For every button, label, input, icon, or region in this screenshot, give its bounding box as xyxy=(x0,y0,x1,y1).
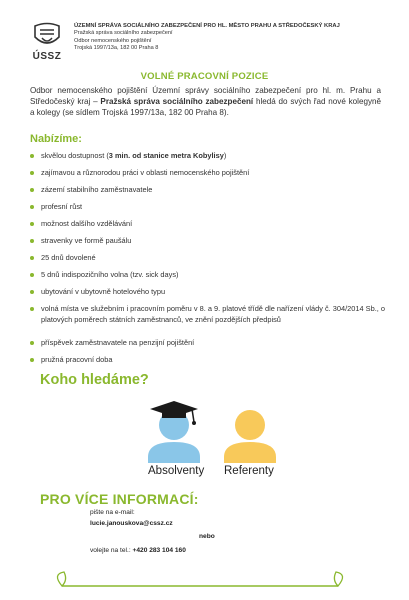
bullet-icon xyxy=(30,341,34,345)
bullet-icon xyxy=(30,205,34,209)
list-item: pružná pracovní doba xyxy=(30,354,385,371)
who-heading: Koho hledáme? xyxy=(40,372,149,388)
phone-number[interactable]: +420 283 104 160 xyxy=(132,547,186,554)
graduate-figure xyxy=(140,395,210,468)
footer-ornament xyxy=(50,570,350,594)
org-info xyxy=(74,23,340,53)
list-item: 5 dnů indispozičního volna (tzv. sick days) xyxy=(30,269,385,286)
graduate-person-icon xyxy=(140,395,210,463)
list-item: volná místa ve služebním i pracovním poměru v 8. a 9. platové třídě dle nařízení vlády č. 304/2014 Sb., o platových poměrech státních zaměstnanců, ve znění pozdějších předpisů xyxy=(30,303,385,337)
bullet-icon xyxy=(30,239,34,243)
bullet-icon xyxy=(30,273,34,277)
bullet-icon xyxy=(30,290,34,294)
list-item: stravenky ve formě paušálu xyxy=(30,235,385,252)
bullet-icon xyxy=(30,222,34,226)
person-icon xyxy=(214,395,284,463)
bullet-icon xyxy=(30,188,34,192)
bullet-icon xyxy=(30,358,34,362)
org-subname: Pražská správa sociálního zabezpečení xyxy=(74,30,173,37)
email-label: pište na e-mail: xyxy=(90,509,135,516)
list-item: příspěvek zaměstnavatele na penzijní pojištění xyxy=(30,337,385,354)
list-item: ubytování v ubytovně hotelového typu xyxy=(30,286,385,303)
bullet-icon xyxy=(30,171,34,175)
offer-heading: Nabízíme: xyxy=(30,133,82,145)
graduate-label: Absolventy xyxy=(148,465,205,477)
bullet-icon xyxy=(30,256,34,260)
intro-text-1: Odbor nemocenského pojištění Územní správy sociálního zabezpečení pro hl. m. Prahu a Středočeský kraj – xyxy=(30,86,381,107)
clerk-figure xyxy=(214,395,284,468)
list-item: 25 dnů dovolené xyxy=(30,252,385,269)
letterhead xyxy=(30,22,390,62)
intro-paragraph xyxy=(30,85,381,119)
org-department: Odbor nemocenského pojištění xyxy=(74,37,152,44)
bullet-icon xyxy=(30,307,34,311)
page-title: VOLNÉ PRACOVNÍ POZICE xyxy=(140,71,269,82)
email-link[interactable]: lucie.janouskova@cssz.cz xyxy=(90,520,173,527)
list-item: zázemí stabilního zaměstnavatele xyxy=(30,184,385,201)
list-item: možnost dalšího vzdělávání xyxy=(30,218,385,235)
intro-bold: Pražská správa sociálního zabezpečení xyxy=(100,97,254,107)
org-address: Trojská 1997/13a, 182 00 Praha 8 xyxy=(74,45,159,52)
ussz-emblem-icon xyxy=(30,22,64,50)
bullet-icon xyxy=(30,154,34,158)
ussz-logo xyxy=(30,22,64,62)
clerk-label: Referenty xyxy=(224,465,274,477)
phone-label: volejte na tel.: xyxy=(90,547,131,554)
more-info-heading: PRO VÍCE INFORMACÍ: xyxy=(40,491,199,507)
offer-list xyxy=(30,150,385,371)
list-item: profesní růst xyxy=(30,201,385,218)
org-name: ÚZEMNÍ SPRÁVA SOCIÁLNÍHO ZABEZPEČENÍ PRO HL. MĚSTO PRAHU A STŘEDOČESKÝ KRAJ xyxy=(74,23,340,29)
phone-line xyxy=(90,547,186,554)
list-item: zajímavou a různorodou práci v oblasti nemocenského pojištění xyxy=(30,167,385,184)
logo-text: ÚSSZ xyxy=(32,51,62,62)
or-text: nebo xyxy=(199,533,215,540)
leaf-divider-icon xyxy=(50,570,350,594)
intro-text-2: hledá do svých řad nové kolegyně a kolegy (se sídlem Trojská 1997/13a, 182 00 Praha 8). xyxy=(30,97,381,118)
list-item: skvělou dostupnost (3 min. od stanice metra Kobylisy) xyxy=(30,150,385,167)
